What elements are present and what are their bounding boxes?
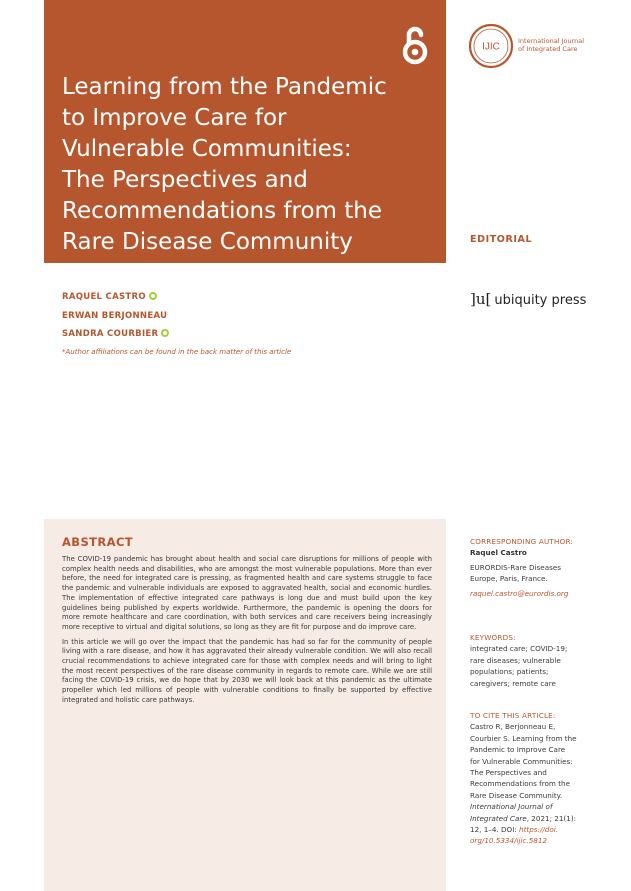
corresponding-author-label: CORRESPONDING AUTHOR: <box>470 537 574 546</box>
citation-doi-link-continued[interactable]: org/10.5334/ijic.5812 <box>470 836 547 846</box>
journal-name-line: International Journal <box>518 37 585 45</box>
title-line: to Improve Care for <box>62 105 287 131</box>
title-line: Learning from the Pandemic <box>62 74 387 100</box>
keywords-line: populations; patients; <box>470 667 549 677</box>
citation-line: Pandemic to Improve Care <box>470 745 566 755</box>
citation-journal-volume-line <box>470 813 620 824</box>
article-type-label: EDITORIAL <box>470 234 533 245</box>
author-name: ERWAN BERJONNEAU <box>62 310 168 321</box>
citation-journal-name: Integrated Care <box>470 813 527 823</box>
open-access-lock-icon <box>400 24 430 66</box>
corresponding-author-block <box>470 536 620 599</box>
abstract-paragraph: In this article we will go over the impact that the pandemic has had so far for the community of people living with a rare disease, and how it has aggravated their already vulnerable condition. We will also recall crucial recommendations to achieve integrated care for those with complex needs and will bring to light the most recent perspectives of the rare disease community in regards to remote care. While we are still facing the COVID-19 crisis, we do hope that by 2030 we will look back at this pandemic as the ultimate propeller which led millions of people with vulnerable conditions to finally be supported by effective integrated and holistic care pathways. <box>62 637 432 704</box>
publisher-logo <box>470 290 586 308</box>
citation-line: for Vulnerable Communities: <box>470 756 573 766</box>
author-item <box>62 310 169 329</box>
citation-label: TO CITE THIS ARTICLE: <box>470 711 556 720</box>
publisher-name: ubiquity press <box>494 293 587 308</box>
citation-line: Rare Disease Community. <box>470 790 563 800</box>
title-line: Vulnerable Communities: <box>62 136 352 162</box>
keywords-label: KEYWORDS: <box>470 633 516 642</box>
citation-line: The Perspectives and <box>470 768 547 778</box>
title-line: Recommendations from the <box>62 198 382 224</box>
corresponding-affiliation-line: EURORDIS-Rare Diseases <box>470 562 562 572</box>
journal-name-line: of Integrated Care <box>518 45 578 53</box>
abstract-heading: ABSTRACT <box>62 535 134 549</box>
author-name: SANDRA COURBIER <box>62 329 159 339</box>
publisher-mark: ]u[ <box>470 290 492 308</box>
citation-pages-line <box>470 824 620 835</box>
citation-line: Recommendations from the <box>470 779 570 789</box>
keywords-line: caregivers; remote care <box>470 678 556 688</box>
citation-line: Castro R, Berjonneau E, <box>470 722 556 732</box>
corresponding-affiliation-line: Europe, Paris, France. <box>470 574 548 584</box>
affiliation-note: *Author affiliations can be found in the back matter of this article <box>62 348 292 356</box>
author-item <box>62 291 169 310</box>
author-item <box>62 328 169 347</box>
orcid-icon[interactable] <box>149 292 157 300</box>
keywords-line: rare diseases; vulnerable <box>470 655 561 665</box>
journal-logo <box>467 22 515 70</box>
abstract-paragraph: The COVID-19 pandemic has brought about health and social care disruptions for millions of people with complex health needs and disabilities, who are amongst the most vulnerable populations. More than ever before, the need for integrated care is pressing, as fragmented health and care systems struggle to face the pandemic and vulnerable individuals are exposed to aggravated health, social and economic hurdles. The implementation of effective integrated care pathways is long due and must build upon the key guidelines being published by experts worldwide. Furthermore, the pandemic is opening the doors for more remote healthcare and care coordination, with both services and care receivers being increasingly more receptive to virtual and digital solutions, so long as they are fit for purpose and do improve care. <box>62 555 432 631</box>
citation-volume: , 2021; 21(1): <box>526 813 577 823</box>
citation-doi-link[interactable]: https://doi. <box>519 825 559 835</box>
journal-logo-text: IJIC <box>482 41 500 53</box>
corresponding-email-link[interactable]: raquel.castro@eurordis.org <box>470 588 569 598</box>
author-list <box>62 291 169 347</box>
citation-pages: 12, 1–4. DOI: <box>470 825 520 835</box>
article-title <box>62 72 422 258</box>
citation-journal-line: International Journal of <box>470 802 553 812</box>
keywords-line: integrated care; COVID-19; <box>470 644 568 654</box>
keywords-block <box>470 632 620 689</box>
title-line: The Perspectives and <box>62 167 308 193</box>
citation-line: Courbier S. Learning from the <box>470 733 577 743</box>
journal-name <box>518 37 584 53</box>
orcid-icon[interactable] <box>161 329 169 337</box>
citation-block <box>470 710 620 847</box>
abstract-body <box>62 555 432 711</box>
corresponding-author-name: Raquel Castro <box>470 548 527 558</box>
title-line: Rare Disease Community <box>62 229 353 255</box>
author-name: RAQUEL CASTRO <box>62 292 146 302</box>
